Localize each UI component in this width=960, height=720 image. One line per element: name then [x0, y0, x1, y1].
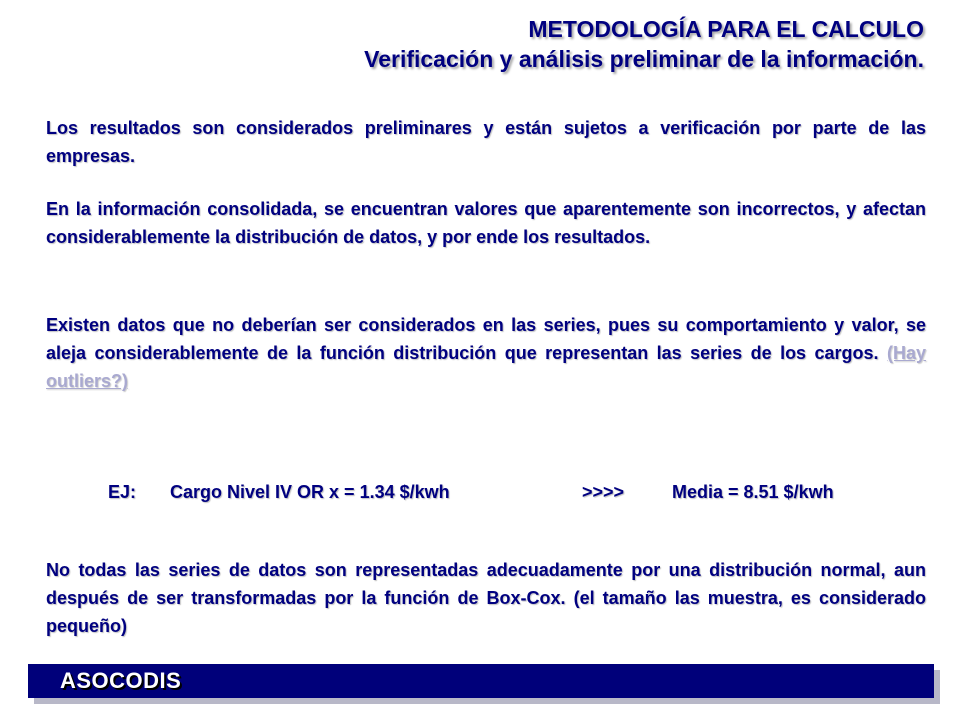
example-cargo: Cargo Nivel IV OR x = 1.34 $/kwh: [170, 482, 450, 502]
slide-title: [364, 14, 924, 74]
footer-brand: ASOCODIS: [60, 668, 182, 693]
paragraph-normality: No todas las series de datos son representadas adecuadamente por una distribución normal, aun después de ser transformadas por la función de Box-Cox. (el tamaño las muestra, es considerado pequeño): [46, 560, 926, 636]
paragraph-preliminary: Los resultados son considerados preliminares y están sujetos a verificación por parte de las empresas.: [46, 118, 926, 166]
example-line: [108, 478, 834, 506]
example-label: EJ:: [108, 482, 137, 502]
title-main: METODOLOGÍA PARA EL CALCULO: [528, 16, 924, 42]
example-media: Media = 8.51 $/kwh: [672, 482, 834, 502]
paragraph-outliers: [46, 311, 926, 395]
outliers-link[interactable]: (Hay outliers?): [46, 343, 926, 391]
paragraph-outliers-text: Existen datos que no deberían ser considerados en las series, pues su comportamiento y valor, se aleja considerablemente de la función distribución que representan las series de los cargos.: [46, 315, 926, 363]
title-subtitle: Verificación y análisis preliminar de la información.: [364, 46, 924, 72]
example-arrow: >>>>: [582, 482, 625, 502]
paragraph-consolidated: En la información consolidada, se encuentran valores que aparentemente son incorrectos, y afectan considerablemente la distribución de datos, y por ende los resultados.: [46, 199, 926, 247]
